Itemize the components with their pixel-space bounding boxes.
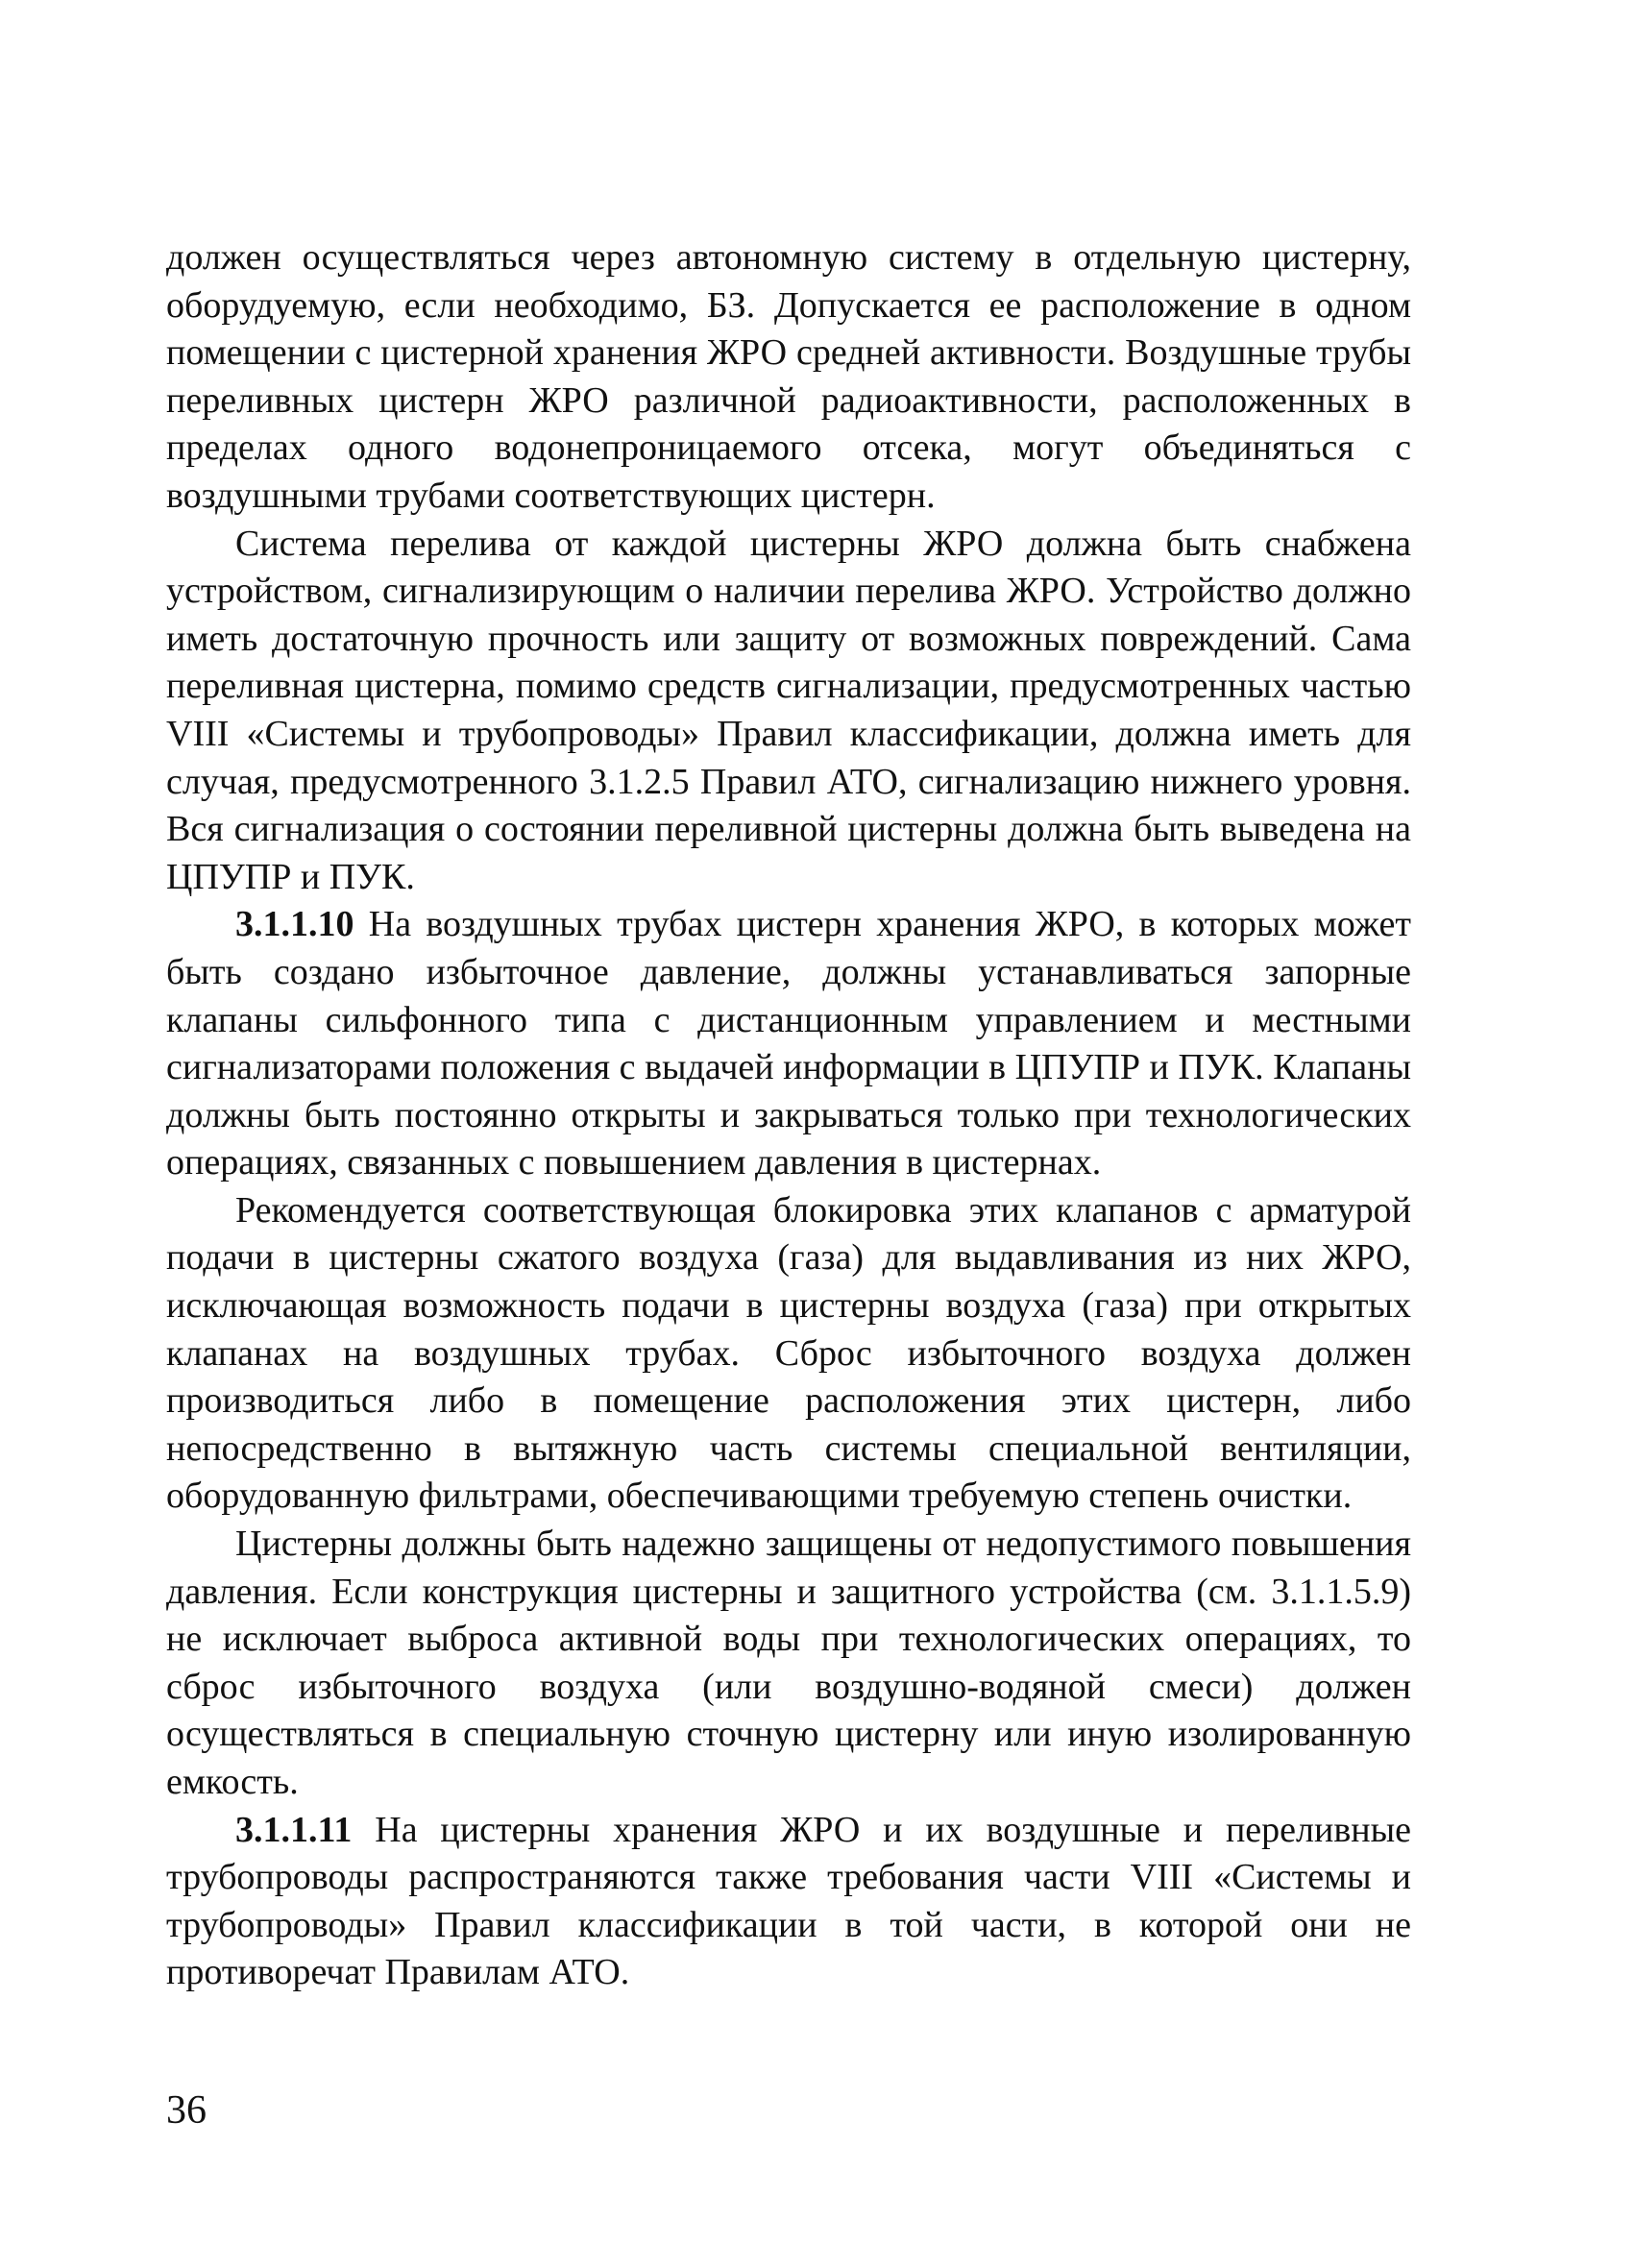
clause-3-1-1-11 [166, 1807, 1411, 1997]
clause-3-1-1-10 [166, 901, 1411, 1187]
paragraph-text: На воздушных трубах цистерн хранения ЖРО, в которых может быть создано избыточное давление, должны устанавливаться запорные клапаны сильфонного типа с дистанционным управлением и местными сигнализаторами положения с выдачей информации в ЦПУПР и ПУК. Клапаны должны быть постоянно открыты и закрываться только при технологических операциях, связанных с повышением давления в цистернах. [166, 904, 1411, 1183]
clause-number: 3.1.1.11 [235, 1809, 353, 1850]
paragraph-valve-interlock [166, 1187, 1411, 1521]
body-text [166, 234, 1411, 1997]
paragraph-text: На цистерны хранения ЖРО и их воздушные и переливные трубопроводы распространяются также требования части VIII «Системы и трубопроводы» Правил классификации в той части, в которой они не противоречат Правилам АТО. [166, 1809, 1411, 1993]
paragraph-text: Рекомендуется соответствующая блокировка этих клапанов с арматурой подачи в цистерны сжатого воздуха (газа) для выдавливания из них ЖРО, исключающая возможность подачи в цистерны воздуха (газа) при открытых клапанах на воздушных трубах. Сброс избыточного воздуха должен производиться либо в помещение расположения этих цистерн, либо непосредственно в вытяжную часть системы специальной вентиляции, оборудованную фильтрами, обеспечивающими требуемую степень очистки. [166, 1189, 1411, 1517]
paragraph-continued [166, 234, 1411, 521]
paragraph-text: Система перелива от каждой цистерны ЖРО должна быть снабжена устройством, сигнализирующим о наличии перелива ЖРО. Устройство должно иметь достаточную прочность или защиту от возможных повреждений. Сама переливная цистерна, помимо средств сигнализации, предусмотренных частью VIII «Системы и трубопроводы» Правил классификации, должна иметь для случая, предусмотренного 3.1.2.5 Правил АТО, сигнализацию нижнего уровня. Вся сигнализация о состоянии переливной цистерны должна быть выведена на ЦПУПР и ПУК. [166, 523, 1411, 897]
paragraph-text: должен осуществляться через автономную систему в отдельную цистерну, оборудуемую, если необходимо, БЗ. Допускается ее расположение в одном помещении с цистерной хранения ЖРО средней активности. Воздушные трубы переливных цистерн ЖРО различной радиоактивности, расположенных в пределах одного водонепроницаемого отсека, могут объединяться с воздушными трубами соответствующих цистерн. [166, 237, 1411, 516]
paragraph-overflow-signaling [166, 521, 1411, 902]
paragraph-pressure-protection [166, 1521, 1411, 1807]
clause-number: 3.1.1.10 [235, 904, 354, 945]
paragraph-text: Цистерны должны быть надежно защищены от недопустимого повышения давления. Если конструкция цистерны и защитного устройства (см. 3.1.1.5.9) не исключает выброса активной воды при технологических операциях, то сброс избыточного воздуха (или воздушно-водяной смеси) должен осуществляться в специальную сточную цистерну или иную изолированную емкость. [166, 1524, 1411, 1802]
page-number: 36 [166, 2088, 207, 2133]
